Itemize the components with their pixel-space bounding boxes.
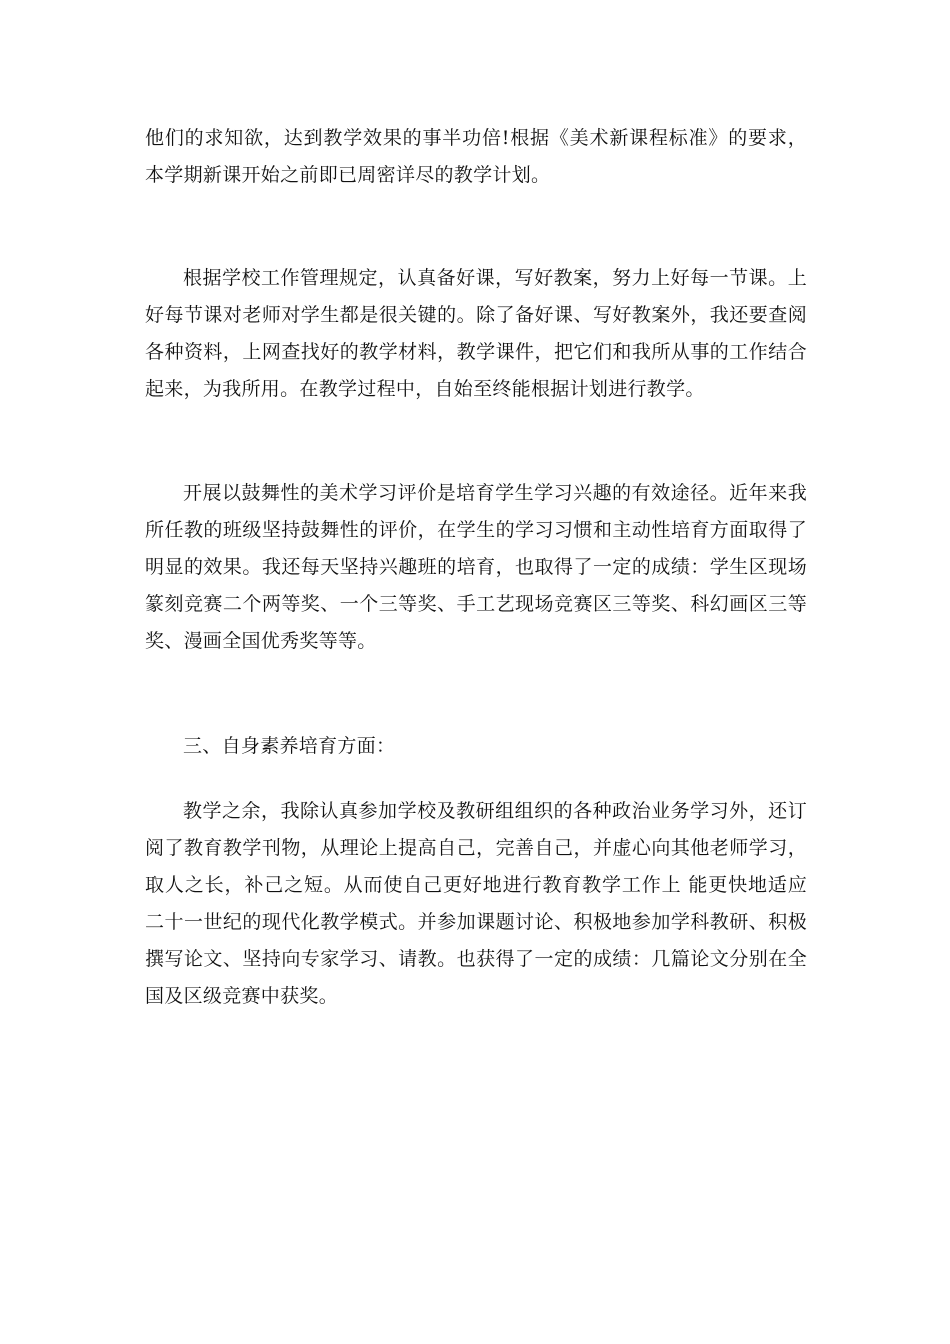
section-heading-self-improvement: 三、自身素养培育方面： xyxy=(183,735,396,757)
paragraph-encouraging-evaluation: 开展以鼓舞性的美术学习评价是培育学生学习兴趣的有效途径。近年来我所任教的班级坚持鼓舞性的评价，在学生的学习习惯和主动性培育方面取得了明显的效果。我还每天坚持兴趣班的培育，也取得了一定的成绩：学生区现场篆刻竞赛二个两等奖、一个三等奖、手工艺现场竞赛区三等奖、科幻画区三等奖、漫画全国优秀奖等等。 xyxy=(145,482,807,652)
paragraph-lesson-preparation: 根据学校工作管理规定，认真备好课，写好教案，努力上好每一节课。上好每节课对老师对学生都是很关键的。除了备好课、写好教案外，我还要查阅各种资料，上网查找好的教学材料，教学课件，把它们和我所从事的工作结合起来，为我所用。在教学过程中，自始至终能根据计划进行教学。 xyxy=(145,267,807,400)
paragraph-professional-study: 教学之余，我除认真参加学校及教研组组织的各种政治业务学习外，还订阅了教育教学刊物，从理论上提高自己，完善自己，并虚心向其他老师学习，取人之长，补己之短。从而使自己更好地进行教育教学工作上 能更快地适应二十一世纪的现代化教学模式。并参加课题讨论、积极地参加学科教研、积极撰写论文、坚持向专家学习、请教。也获得了一定的成绩：几篇论文分别在全国及区级竞赛中获奖。 xyxy=(145,800,807,1007)
paragraph-teaching-plan-continuation: 他们的求知欲，达到教学效果的事半功倍!根据《美术新课程标准》的要求，本学期新课开始之前即已周密详尽的教学计划。 xyxy=(145,127,807,186)
